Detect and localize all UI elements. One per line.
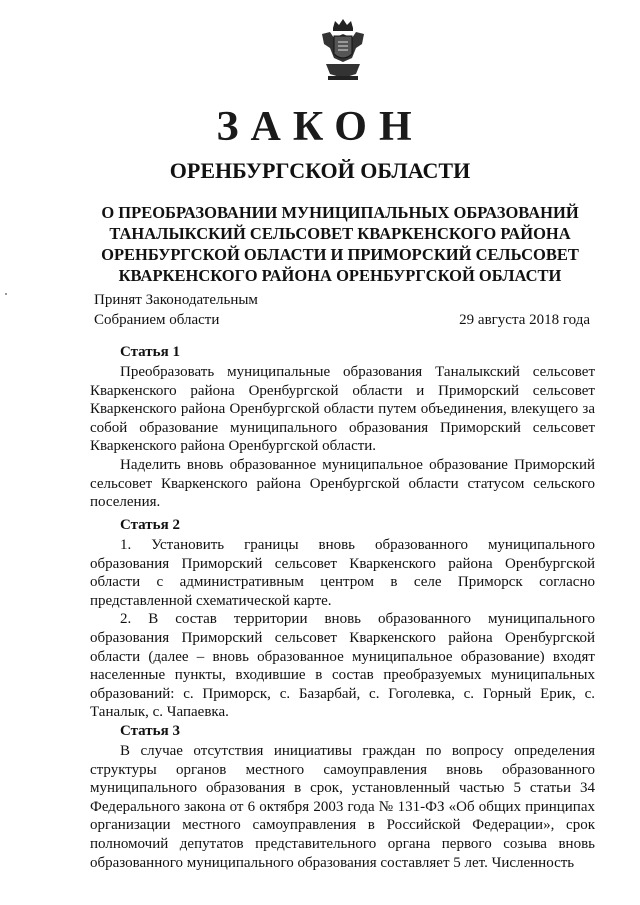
adoption-date: 29 августа 2018 года: [459, 312, 590, 328]
article-3: [90, 722, 595, 872]
scan-dot: [5, 293, 7, 295]
subject-line: О ПРЕОБРАЗОВАНИИ МУНИЦИПАЛЬНЫХ ОБРАЗОВАНИЙ: [101, 203, 579, 222]
subject-line: ОРЕНБУРГСКОЙ ОБЛАСТИ И ПРИМОРСКИЙ СЕЛЬСОВЕТ: [101, 245, 579, 264]
article-heading: Статья 2: [120, 517, 180, 533]
law-subject: [100, 202, 580, 286]
article-heading: Статья 3: [120, 723, 180, 739]
subject-line: ТАНАЛЫКСКИЙ СЕЛЬСОВЕТ КВАРКЕНСКОГО РАЙОНА: [109, 224, 571, 243]
coat-of-arms-icon: [316, 18, 370, 82]
law-title: ЗАКОН: [216, 104, 424, 150]
adoption-line: Принят Законодательным: [94, 292, 258, 308]
article-2: [90, 516, 595, 722]
article-paragraph: В случае отсутствия инициативы граждан по вопросу определения структуры органов местного самоуправления вновь образованного муниципального образования в срок, установленный частью 5 статьи 34 Федерального закона от 6 октября 2003 года № 131-ФЗ «Об общих принципах организации местного самоуправления в Российской Федерации», срок полномочий депутатов представительного органа первого созыва вновь образованного муниципального образования составляет 5 лет. Численность: [90, 743, 595, 871]
adoption-note: [94, 290, 258, 330]
article-paragraph: Наделить вновь образованное муниципальное образование Приморский сельсовет Кваркенского района Оренбургской области статусом сельского поселения.: [90, 456, 595, 511]
subject-line: КВАРКЕНСКОГО РАЙОНА ОРЕНБУРГСКОЙ ОБЛАСТИ: [118, 266, 562, 285]
region-title: ОРЕНБУРГСКОЙ ОБЛАСТИ: [169, 158, 471, 183]
article-paragraph: Преобразовать муниципальные образования Таналыкский сельсовет Кваркенского района Оренбургской области и Приморский сельсовет Кваркенского района Оренбургской области путем объединения, влекущего за собой образование муниципального образования Приморский сельсовет Кваркенского района Оренбургской области.: [90, 364, 595, 455]
article-paragraph: 2. В состав территории вновь образованного муниципального образования Приморский сельсовет Кваркенского района Оренбургской области (далее – вновь образованное муниципальное образование) входят населенные пункты, входившие в состав преобразуемых муниципальных образований: с. Приморск, с. Базарбай, с. Гоголевка, с. Горный Ерик, с. Таналык, с. Чапаевка.: [90, 611, 595, 721]
adoption-line: Собранием области: [94, 312, 220, 328]
article-1: [90, 343, 595, 512]
article-paragraph: 1. Установить границы вновь образованного муниципального образования Приморский сельсовет Кваркенского района Оренбургской области с административным центром в селе Приморск согласно представленной схематической карте.: [90, 537, 595, 609]
article-heading: Статья 1: [120, 344, 180, 360]
